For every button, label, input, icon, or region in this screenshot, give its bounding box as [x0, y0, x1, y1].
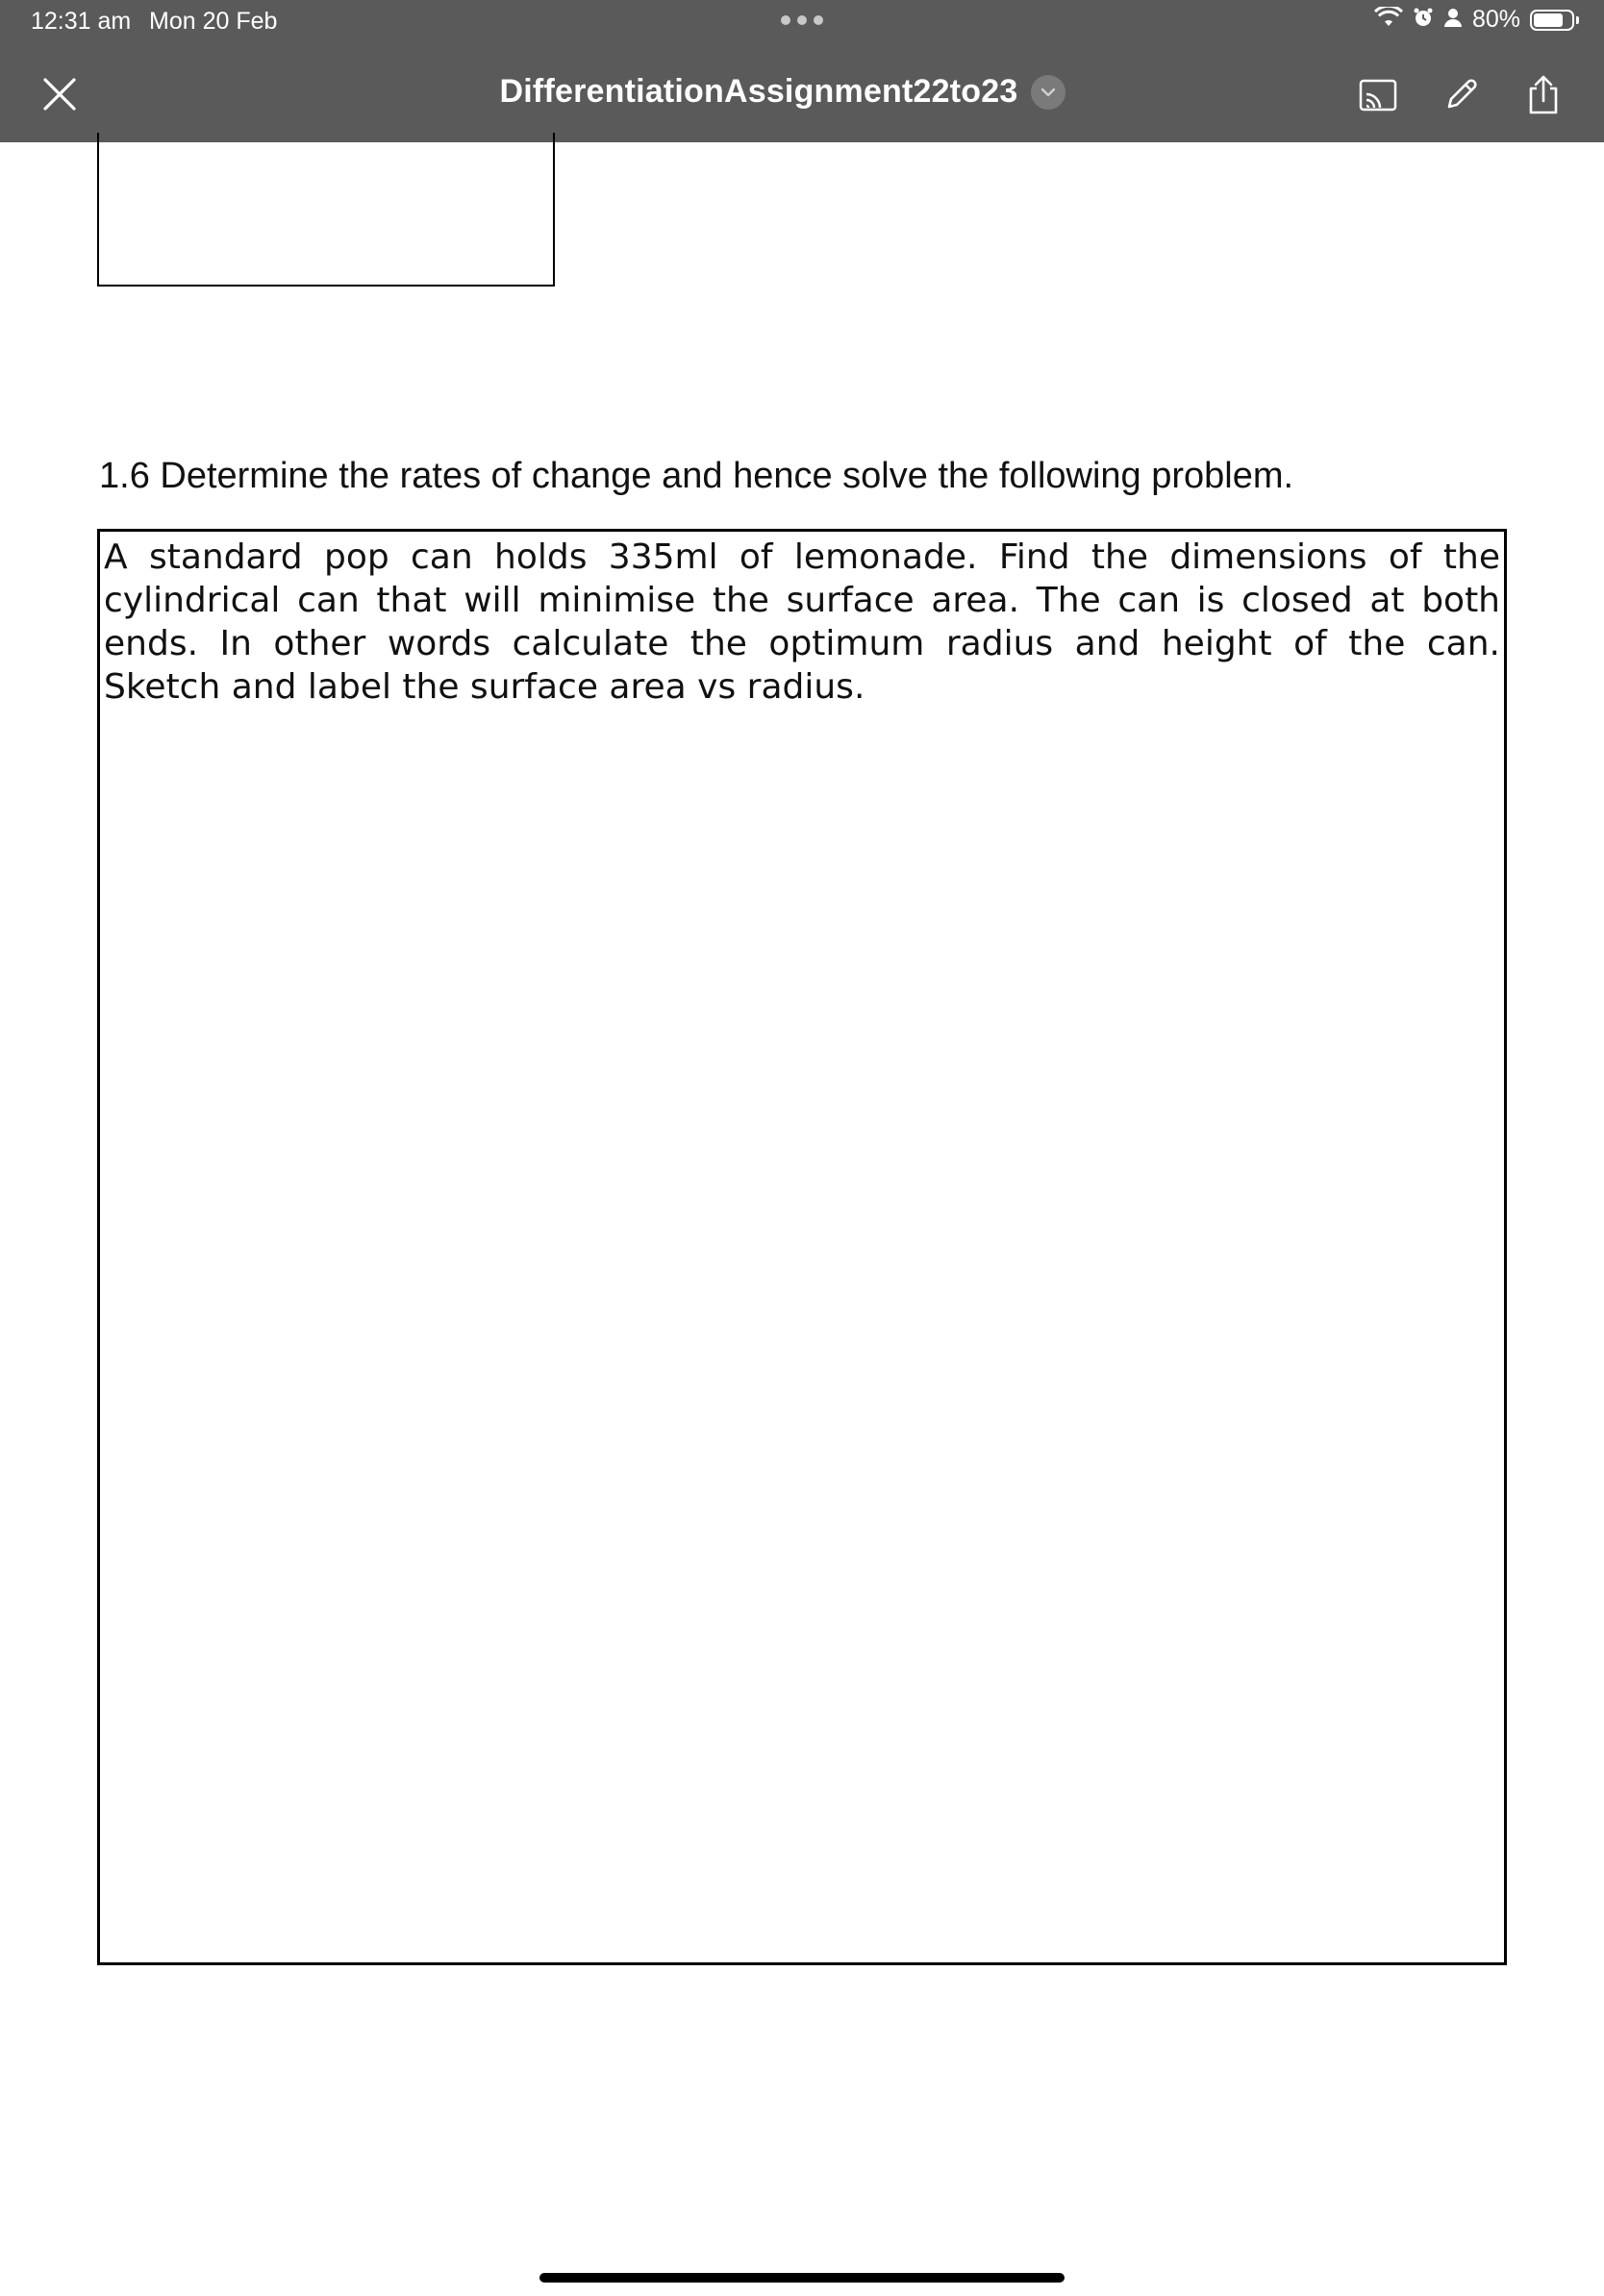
- status-indicators: [1374, 6, 1579, 34]
- battery-cap: [1576, 16, 1579, 24]
- battery-percent: 80%: [1471, 6, 1520, 33]
- battery-level: [1534, 13, 1563, 27]
- cast-icon: [1358, 78, 1398, 112]
- document-title[interactable]: DifferentiationAssignment22to23: [499, 73, 1018, 110]
- battery-icon: [1530, 10, 1574, 31]
- dot: [781, 15, 790, 25]
- question-heading: 1.6 Determine the rates of change and hence solve the following problem.: [99, 456, 1294, 496]
- dot: [797, 15, 807, 25]
- document-page[interactable]: [0, 142, 1604, 2296]
- wifi-icon: [1374, 7, 1403, 33]
- toolbar: [1356, 73, 1566, 117]
- person-icon: [1443, 7, 1463, 33]
- previous-answer-box: [97, 133, 555, 287]
- chevron-down-icon: [1040, 87, 1057, 98]
- top-bar: [0, 0, 1604, 142]
- dot: [814, 15, 823, 25]
- status-date: Mon 20 Feb: [149, 8, 278, 35]
- answer-box: [97, 529, 1507, 1965]
- problem-text: A standard pop can holds 335ml of lemonade. Find the dimensions of the cylindrical can that will minimise the surface area. The can is closed at both ends. In other words calculate the optimum radius and height of the can. Sketch and label the surface area vs radius.: [104, 537, 1500, 707]
- pencil-icon: [1441, 76, 1480, 114]
- status-time: 12:31 am: [31, 8, 132, 35]
- cast-button[interactable]: [1356, 73, 1400, 117]
- markup-button[interactable]: [1439, 73, 1483, 117]
- home-indicator[interactable]: [539, 2273, 1065, 2283]
- share-icon: [1524, 74, 1563, 116]
- title-menu-button[interactable]: [1031, 75, 1065, 110]
- multitasking-dots[interactable]: [781, 15, 823, 25]
- alarm-icon: [1413, 7, 1434, 33]
- share-button[interactable]: [1521, 73, 1566, 117]
